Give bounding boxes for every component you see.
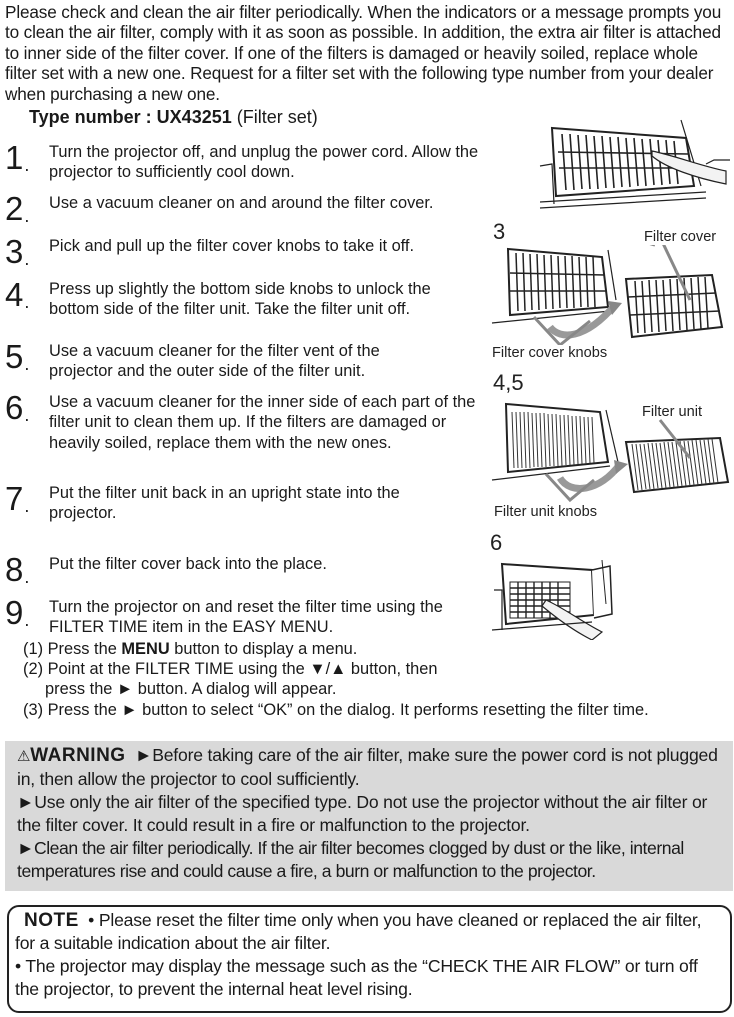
note-box xyxy=(7,905,732,1013)
arrow-bullet-icon: ► xyxy=(17,792,35,812)
step-text: Turn the projector on and reset the filter time using the FILTER TIME item in the EASY MENU. xyxy=(49,598,443,637)
step-number: 1. xyxy=(5,139,30,176)
warning-title: WARNING xyxy=(30,745,126,766)
step-number: 4. xyxy=(5,276,30,313)
type-number-line xyxy=(29,106,318,128)
filter-cover-knobs-label: Filter cover knobs xyxy=(492,345,608,361)
figure-4-5-number: 4,5 xyxy=(493,370,524,395)
step-number: 8. xyxy=(5,551,30,588)
filter-unit-removal-illustration xyxy=(490,400,734,504)
intro-paragraph: Please check and clean the air filter periodically. When the indicators or a message prompts you to clean the air filter, comply with it as soon as possible. In addition, the extra air filter is attached to inner side of the filter cover. If one of the filters is damaged or heavily soiled, replace whole filter set with a new one. Request for a filter set with the following type number from your dealer when purchasing a new one. xyxy=(5,2,722,104)
bullet-icon: • xyxy=(88,910,95,930)
filter-vent-vacuum-illustration xyxy=(492,560,622,640)
filter-cover-removal-illustration xyxy=(490,245,734,345)
warning-triangle-icon: ⚠ xyxy=(17,748,31,765)
step-text: Turn the projector off, and unplug the power cord. Allow the projector to sufficiently cool down. xyxy=(49,143,479,182)
step-text: Use a vacuum cleaner on and around the filter cover. xyxy=(49,194,434,212)
step-number: 5. xyxy=(5,338,30,375)
step-text: Use a vacuum cleaner for the inner side of each part of the filter unit to clean them up. If the filters are damaged or heavily soiled, replace them with the new ones. xyxy=(49,393,476,452)
filter-cover-vacuum-illustration xyxy=(536,116,731,221)
step-text: Press up slightly the bottom side knobs to unlock the bottom side of the filter unit. Take the filter unit off. xyxy=(49,280,431,319)
warning-box xyxy=(5,741,733,891)
warning-item-3: ►Clean the air filter periodically. If the air filter becomes clogged by dust or the like, internal temperatures rise and could cause a fire, a burn or malfunction to the projector. xyxy=(17,838,684,881)
step-text: Put the filter cover back into the place. xyxy=(49,555,327,573)
step-number: 2. xyxy=(5,190,30,227)
type-number-suffix: (Filter set) xyxy=(231,107,318,127)
warning-item-1: ⚠WARNING ►Before taking care of the air filter, make sure the power cord is not plugged in, then allow the projector to cool sufficiently. xyxy=(17,745,718,789)
substep-3: (3) Press the ► button to select “OK” on the dialog. It performs resetting the filter time. xyxy=(23,701,649,719)
bullet-icon: • xyxy=(15,956,21,976)
step-number: 7. xyxy=(5,480,30,517)
filter-unit-label: Filter unit xyxy=(642,404,703,420)
substep-2: (2) Point at the FILTER TIME using the ▼/▲ button, then press the ► button. A dialog will appear. xyxy=(23,660,438,699)
note-item-1: NOTE • Please reset the filter time only when you have cleaned or replaced the air filter, for a suitable indication about the air filter. xyxy=(15,910,702,953)
arrow-bullet-icon: ► xyxy=(17,838,34,858)
note-item-2: • The projector may display the message such as the “CHECK THE AIR FLOW” or turn off the projector, to prevent the internal heat level rising. xyxy=(15,956,698,999)
filter-cover-label: Filter cover xyxy=(644,229,717,245)
substep-1: (1) Press the MENU button to display a menu. xyxy=(23,640,358,658)
step-number: 6. xyxy=(5,389,30,426)
step-text: Put the filter unit back in an upright state into the projector. xyxy=(49,484,400,523)
figure-3-number: 3 xyxy=(493,219,506,244)
figure-6-number: 6 xyxy=(490,530,503,555)
step-number: 3. xyxy=(5,233,30,270)
step-number: 9. xyxy=(5,594,30,631)
type-number-label: Type number : UX43251 xyxy=(29,107,232,127)
note-title: NOTE xyxy=(24,910,79,931)
step-text: Pick and pull up the filter cover knobs to take it off. xyxy=(49,237,415,255)
warning-item-2: ►Use only the air filter of the specified type. Do not use the projector without the air filter or the filter cover. It could result in a fire or malfunction to the projector. xyxy=(17,792,708,835)
arrow-bullet-icon: ► xyxy=(134,745,153,765)
filter-unit-knobs-label: Filter unit knobs xyxy=(494,504,598,520)
step-text: Use a vacuum cleaner for the filter vent of the projector and the outer side of the filter unit. xyxy=(49,342,380,381)
